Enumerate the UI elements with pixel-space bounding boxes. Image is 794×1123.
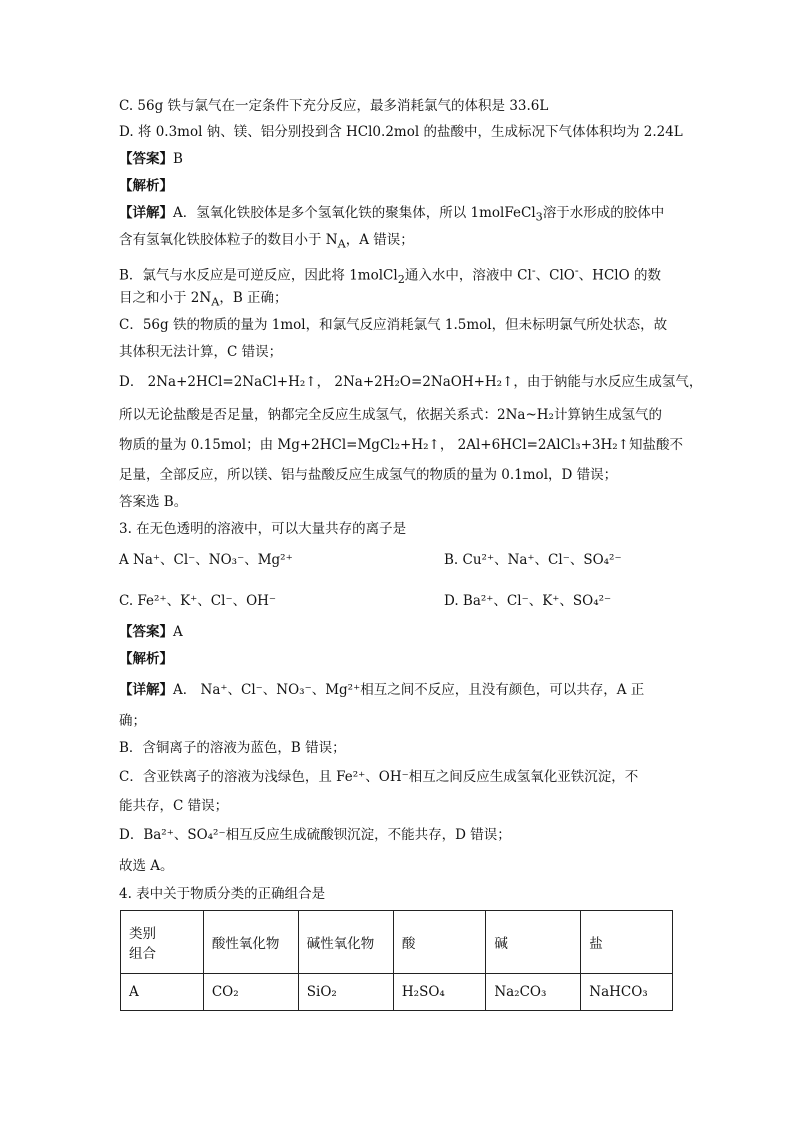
detail-b-text: B．氯气与水反应是可逆反应，因此将 1molCl — [119, 267, 398, 284]
detail-b2-text: 目之和小于 2N — [119, 290, 212, 306]
table-header-row — [121, 911, 673, 974]
detail2-c-line2: 能共存，C 错误； — [119, 798, 229, 814]
corner-bottom: 组合 — [129, 946, 156, 962]
detail-b-post: 、HClO 的数 — [578, 267, 661, 284]
question-3: 3. 在无色透明的溶液中，可以大量共存的离子是 — [119, 521, 407, 537]
corner-top: 类别 — [129, 926, 156, 942]
detail2-b: B．含铜离子的溶液为蓝色，B 错误； — [119, 740, 346, 756]
sub-2: 2 — [397, 273, 405, 287]
option-d: D. 将 0.3mol 钠、镁、铝分别投到含 HCl0.2mol 的盐酸中，生成标况下气体体积均为 2.24L — [119, 124, 683, 140]
detail-b-line1 — [119, 261, 661, 290]
q3-option-c: C. Fe²⁺、K⁺、Cl⁻、OH⁻ — [119, 593, 277, 609]
detail-a-text: A．氢氧化铁胶体是多个氢氧化铁的聚集体，所以 1molFeCl — [173, 205, 536, 221]
header-cell: 碱 — [486, 911, 581, 974]
table-cell: CO₂ — [203, 974, 298, 1011]
detail-d-line1: D． 2Na+2HCl=2NaCl+H₂↑， 2Na+2H₂O=2NaOH+H₂↑，由于钠能与水反应生成氢气， — [119, 374, 703, 390]
sup-minus-2: - — [574, 264, 579, 277]
detail2-a-line1 — [119, 680, 644, 700]
header-cell: 碱性氧化物 — [298, 911, 393, 974]
detail-a-line2 — [119, 230, 414, 255]
table-corner-cell — [121, 911, 204, 974]
detail2-d: D．Ba²⁺、SO₄²⁻相互反应生成硫酸钡沉淀，不能共存，D 错误； — [119, 827, 511, 843]
detail2-a-line2: 确； — [119, 713, 146, 729]
conclusion-a: 故选 A。 — [119, 858, 174, 874]
sub-a: A — [337, 237, 346, 251]
detail-b-mid2: 、ClO — [535, 267, 575, 284]
detail2-c-line1: C．含亚铁离子的溶液为浅绿色，且 Fe²⁺、OH⁻相互之间反应生成氢氧化亚铁沉淀，不 — [119, 769, 639, 785]
table-cell: H₂SO₄ — [393, 974, 485, 1011]
option-c: C. 56g 铁与氯气在一定条件下充分反应，最多消耗氯气的体积是 33.6L — [119, 98, 549, 114]
q3-option-a: A Na⁺、Cl⁻、NO₃⁻、Mg²⁺ — [119, 552, 293, 568]
detail-a-text-post: 溶于水形成的胶体中 — [542, 205, 665, 221]
answer-value: B — [173, 151, 183, 167]
conclusion-b: 答案选 B。 — [119, 494, 188, 510]
detail-d-line2: 所以无论盐酸是否足量，钠都完全反应生成氢气，依据关系式：2Na~H₂计算钠生成氢气的 — [119, 407, 662, 423]
header-cell: 盐 — [581, 911, 673, 974]
sup-minus-1: - — [531, 264, 536, 277]
detail-d-line4: 足量，全部反应，所以镁、铝与盐酸反应生成氢气的物质的量为 0.1mol，D 错误； — [119, 467, 618, 483]
answer-label: 【答案】 — [119, 151, 173, 167]
detail-c-line1: C．56g 铁的物质的量为 1mol，和氯气反应消耗氯气 1.5mol，但未标明氯气所处状态，故 — [119, 317, 668, 333]
detail-label-2: 【详解】 — [119, 682, 173, 698]
answer-line — [119, 149, 183, 169]
detail-a2-post: ，A 错误； — [345, 232, 414, 248]
table-cell: Na₂CO₃ — [486, 974, 581, 1011]
header-cell: 酸 — [393, 911, 485, 974]
table-cell: A — [121, 974, 204, 1011]
table-cell: SiO₂ — [298, 974, 393, 1011]
answer-line-2 — [119, 622, 183, 642]
detail-c-line2: 其体积无法计算，C 错误； — [119, 344, 283, 360]
table-cell: NaHCO₃ — [581, 974, 673, 1011]
q3-option-d: D. Ba²⁺、Cl⁻、K⁺、SO₄²⁻ — [444, 593, 612, 609]
detail-a2-text: 含有氢氧化铁胶体粒子的数目小于 N — [119, 232, 338, 248]
answer-label-2: 【答案】 — [119, 624, 173, 640]
analysis-label: 【解析】 — [119, 178, 173, 194]
detail-label: 【详解】 — [119, 205, 173, 221]
detail-d-line3: 物质的量为 0.15mol；由 Mg+2HCl=MgCl₂+H₂↑， 2Al+6HCl=2AlCl₃+3H₂↑知盐酸不 — [119, 437, 684, 453]
sub-a-2: A — [211, 295, 220, 309]
classification-table — [120, 910, 673, 1011]
answer-value-2: A — [173, 624, 183, 640]
detail2-a-text: A． Na⁺、Cl⁻、NO₃⁻、Mg²⁺相互之间不反应，且没有颜色，可以共存，A 正 — [173, 682, 645, 698]
detail-b2-post: ，B 正确； — [219, 290, 288, 306]
detail-b-line2 — [119, 288, 288, 313]
table-row — [121, 974, 673, 1011]
q3-option-b: B. Cu²⁺、Na⁺、Cl⁻、SO₄²⁻ — [444, 552, 622, 568]
detail-b-mid: 通入水中，溶液中 Cl — [404, 267, 532, 284]
analysis-label-2: 【解析】 — [119, 651, 173, 667]
header-cell: 酸性氧化物 — [203, 911, 298, 974]
sub-3: 3 — [535, 210, 543, 224]
detail-a-line1 — [119, 203, 664, 228]
question-4: 4. 表中关于物质分类的正确组合是 — [119, 886, 326, 902]
